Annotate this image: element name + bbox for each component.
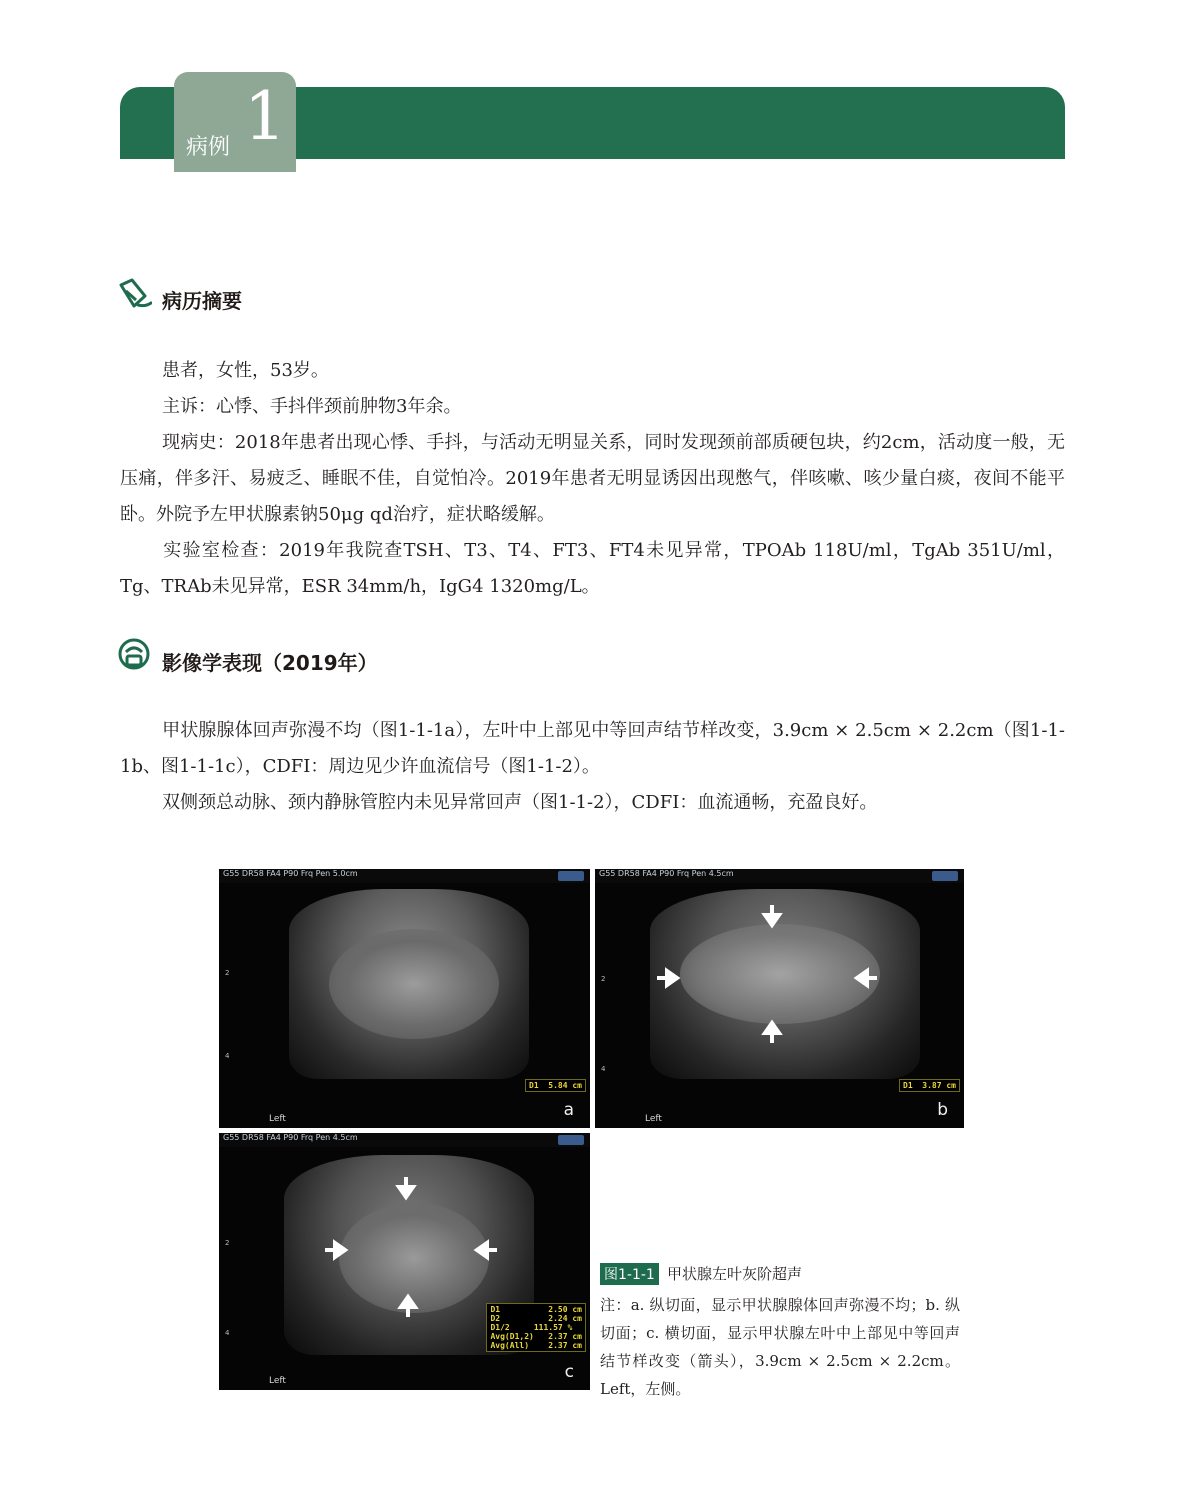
imaging-section-title: 影像学表现（2019年） xyxy=(162,651,378,675)
measurement-readout: D1 3.87 cm xyxy=(899,1079,960,1092)
figure-note: 注：a. 纵切面，显示甲状腺腺体回声弥漫不均；b. 纵切面；c. 横切面，显示甲状腺左叶中上部见中等回声结节样改变（箭头），3.9cm × 2.5cm × 2.2cm。Left，左侧。 xyxy=(600,1296,960,1398)
arrow-down-icon xyxy=(393,1175,419,1201)
arrow-up-icon xyxy=(759,1019,785,1045)
ultrasound-image-a xyxy=(219,869,590,1128)
brand-logo-icon xyxy=(932,871,958,881)
depth-mark: 4 xyxy=(225,1329,230,1337)
history-section-title: 病历摘要 xyxy=(162,289,242,313)
arrow-up-icon xyxy=(395,1293,421,1319)
arrow-left-icon xyxy=(853,965,879,991)
imaging-paragraph: 甲状腺腺体回声弥漫不均（图1-1-1a），左叶中上部见中等回声结节样改变，3.9cm × 2.5cm × 2.2cm（图1-1-1b、图1-1-1c），CDFI：周边见少许血流信号（图1-1-2）。 xyxy=(120,720,1065,777)
panel-letter: c xyxy=(564,1362,574,1382)
panel-letter: b xyxy=(937,1100,948,1120)
side-label: Left xyxy=(269,1114,286,1124)
imaging-paragraph: 双侧颈总动脉、颈内静脉管腔内未见异常回声（图1-1-2），CDFI：血流通畅，充盈良好。 xyxy=(162,792,878,813)
ultrasound-probe-icon xyxy=(118,638,152,672)
case-number: 1 xyxy=(244,78,286,155)
ultrasound-image-c xyxy=(219,1133,590,1390)
history-paragraph: 实验室检查：2019年我院查TSH、T3、T4、FT3、FT4未见异常，TPOAb 118U/ml，TgAb 351U/ml，Tg、TRAb未见异常，ESR 34mm/h，IgG4 1320mg/L。 xyxy=(120,540,1065,597)
pen-note-icon xyxy=(118,276,152,310)
depth-mark: 2 xyxy=(225,969,230,977)
history-paragraph: 现病史：2018年患者出现心悸、手抖，与活动无明显关系，同时发现颈前部质硬包块，约2cm，活动度一般，无压痛，伴多汗、易疲乏、睡眠不佳，自觉怕冷。2019年患者无明显诱因出现憋气，伴咳嗽、咳少量白痰，夜间不能平卧。外院予左甲状腺素钠50μg qd治疗，症状略缓解。 xyxy=(120,432,1065,525)
thyroid-lobe xyxy=(329,929,499,1039)
ultrasound-header: G55 DR58 FA4 P90 Frq Pen 5.0cm xyxy=(219,869,590,883)
depth-mark: 2 xyxy=(225,1239,230,1247)
brand-logo-icon xyxy=(558,1135,584,1145)
depth-mark: 4 xyxy=(601,1065,606,1073)
arrow-right-icon xyxy=(655,965,681,991)
ultrasound-header: G55 DR58 FA4 P90 Frq Pen 4.5cm xyxy=(595,869,964,883)
measurement-readout: D1 5.84 cm xyxy=(525,1079,586,1092)
depth-mark: 2 xyxy=(601,975,606,983)
history-paragraph: 患者，女性，53岁。 xyxy=(162,360,329,381)
arrow-left-icon xyxy=(473,1237,499,1263)
arrow-down-icon xyxy=(759,903,785,929)
figure-title: 甲状腺左叶灰阶超声 xyxy=(667,1265,803,1283)
ultrasound-image-b xyxy=(595,869,964,1128)
arrow-right-icon xyxy=(323,1237,349,1263)
panel-letter: a xyxy=(563,1100,574,1120)
history-paragraph: 主诉：心悸、手抖伴颈前肿物3年余。 xyxy=(162,396,462,417)
figure-tag: 图1-1-1 xyxy=(600,1263,659,1285)
depth-mark: 4 xyxy=(225,1052,230,1060)
measurement-readout: D1 2.50 cm D2 2.24 cm D1/2 111.57 % Avg(D1,2) 2.37 cm Avg(All) 2.37 cm xyxy=(486,1303,586,1352)
side-label: Left xyxy=(269,1376,286,1386)
side-label: Left xyxy=(645,1114,662,1124)
ultrasound-header: G55 DR58 FA4 P90 Frq Pen 4.5cm xyxy=(219,1133,590,1147)
brand-logo-icon xyxy=(558,871,584,881)
case-label: 病例 xyxy=(186,135,231,160)
thyroid-nodule xyxy=(680,924,880,1024)
